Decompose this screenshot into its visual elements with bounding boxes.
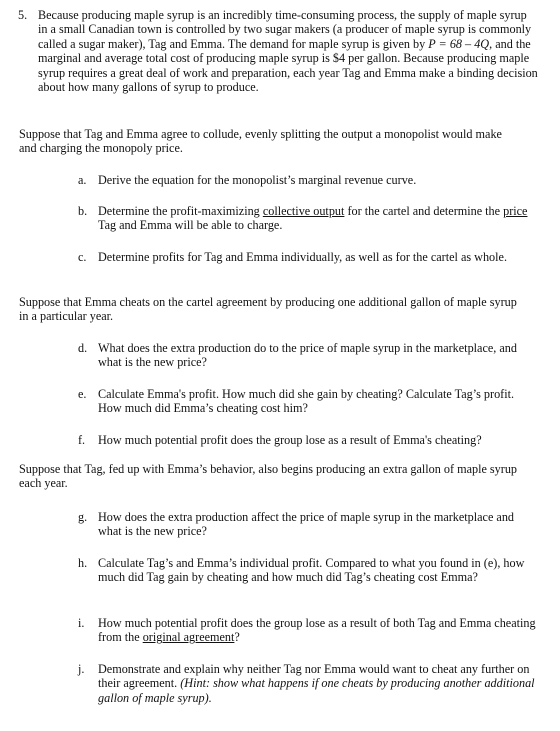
scenario-tag-cheats: Suppose that Tag, fed up with Emma’s behavior, also begins producing an extra gallon of maple syrup each year. — [19, 462, 518, 491]
question-e — [78, 387, 536, 416]
collective-output-underlined: collective output — [262, 204, 345, 218]
question-i — [78, 616, 536, 645]
question-e-label: e. — [78, 387, 87, 401]
original-agreement-underlined: original agreement — [142, 630, 235, 645]
question-b-text-mid: for the cartel and determine the — [344, 204, 504, 218]
question-d-text: What does the extra production do to the price of maple syrup in the marketplace, and what is the new price? — [98, 341, 517, 370]
question-d — [78, 341, 536, 370]
question-f — [78, 433, 536, 447]
problem-text-part-2: , and the marginal and average total cost of producing maple syrup is $4 per gallon. Because producing maple syrup requires a great deal of work and preparation, each year Tag and Emma make a binding decision about how many gallons of syrup to produce. — [38, 36, 538, 95]
problem-number: 5. — [18, 8, 28, 22]
question-j-hint: (Hint: show what happens if one cheats by producing another additional gallon of maple syrup). — [98, 676, 535, 705]
question-a-text: Derive the equation for the monopolist’s marginal revenue curve. — [98, 173, 417, 187]
question-b-text — [98, 204, 536, 233]
question-h — [78, 556, 536, 585]
question-c-text: Determine profits for Tag and Emma individually, as well as for the cartel as whole. — [98, 250, 507, 264]
question-i-text — [98, 616, 536, 645]
question-j-text — [98, 662, 536, 705]
question-b-text-post: Tag and Emma will be able to charge. — [98, 218, 283, 233]
scenario-collusion: Suppose that Tag and Emma agree to collude, evenly splitting the output a monopolist would make and charging the monopoly price. — [19, 127, 502, 156]
question-e-text: Calculate Emma's profit. How much did she gain by cheating? Calculate Tag’s profit. How much did Emma’s cheating cost him? — [98, 387, 515, 416]
question-f-label: f. — [78, 433, 86, 447]
question-b — [78, 204, 536, 233]
question-j — [78, 662, 536, 705]
question-j-text-main: Demonstrate and explain why neither Tag nor Emma would want to cheat any further on their agreement. — [98, 662, 530, 691]
problem-text — [38, 8, 538, 94]
question-f-text: How much potential profit does the group lose as a result of Emma's cheating? — [98, 433, 482, 447]
question-j-label: j. — [78, 662, 85, 676]
demand-equation: P = 68 – 4Q — [428, 36, 490, 51]
question-b-text-pre: Determine the profit-maximizing — [98, 204, 263, 218]
question-h-label: h. — [78, 556, 88, 570]
question-i-text-pre: How much potential profit does the group lose as a result of both Tag and Emma cheating from the — [98, 616, 536, 645]
problem-text-part-1: Because producing maple syrup is an incredibly time-consuming process, the supply of maple syrup in a small Canadian town is controlled by two sugar makers (a producer of maple syrup is commonly called a sugar maker), Tag and Emma. The demand for maple syrup is given by — [38, 8, 532, 51]
question-a — [78, 173, 536, 187]
question-b-label: b. — [78, 204, 88, 218]
question-g — [78, 510, 536, 539]
question-c — [78, 250, 536, 264]
question-h-text: Calculate Tag’s and Emma’s individual profit. Compared to what you found in (e), how much did Tag gain by cheating and how much did Tag’s cheating cost Emma? — [98, 556, 525, 585]
price-underlined: price — [503, 204, 528, 218]
question-g-text: How does the extra production affect the price of maple syrup in the marketplace and what is the new price? — [98, 510, 515, 539]
question-c-label: c. — [78, 250, 87, 264]
question-d-label: d. — [78, 341, 88, 355]
scenario-emma-cheats: Suppose that Emma cheats on the cartel agreement by producing one additional gallon of maple syrup in a particular year. — [19, 295, 517, 324]
question-i-label: i. — [78, 616, 85, 630]
question-a-label: a. — [78, 173, 87, 187]
question-i-text-post: ? — [234, 630, 240, 645]
question-g-label: g. — [78, 510, 88, 524]
problem-statement — [18, 8, 538, 95]
